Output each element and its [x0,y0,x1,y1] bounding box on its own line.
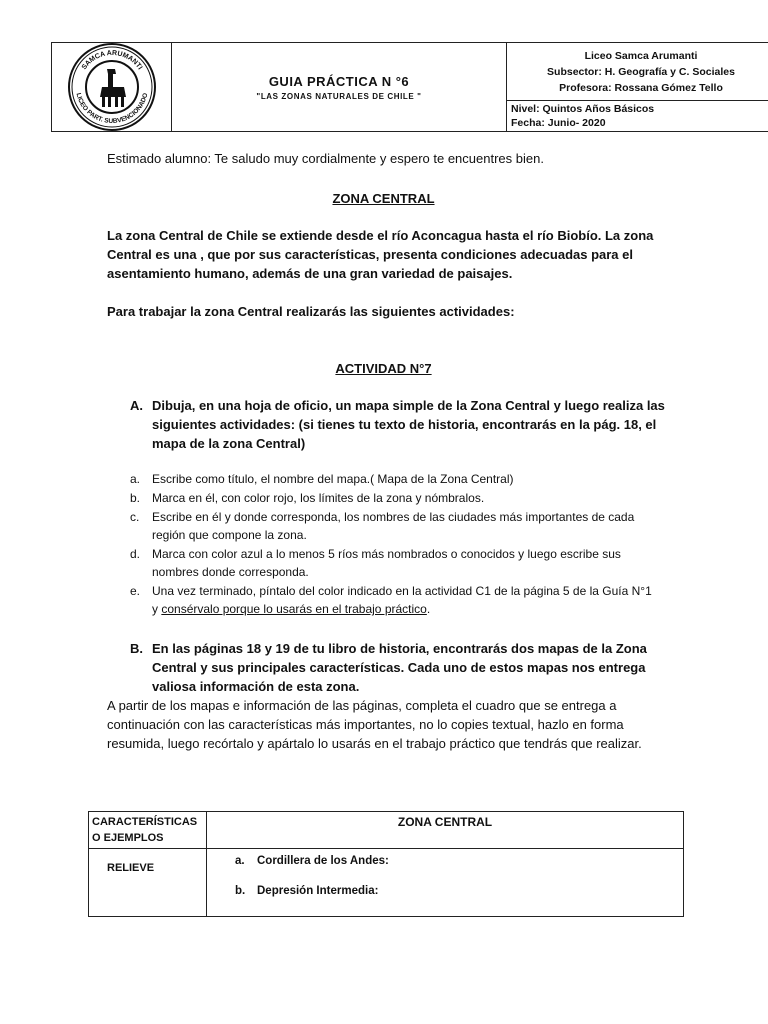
item-a [130,396,666,453]
table-header-characteristics: CARACTERÍSTICAS O EJEMPLOS [89,812,207,849]
list-item: e. Una vez terminado, píntalo del color indicado en la actividad C1 de la página 5 de la Guía N°1 y consérvalo porque lo usarás en el trabajo práctico. [130,584,652,616]
school-info [507,43,768,101]
date: Fecha: Junio- 2020 [511,117,606,129]
list-item: d. Marca con color azul a lo menos 5 ríos más nombrados o conocidos y luego escribe sus nombres donde corresponda. [130,547,621,579]
intro-paragraph: La zona Central de Chile se extiende desde el río Aconcagua hasta el río Biobío. La zona Central es una , que por sus características, presenta condiciones adecuadas para el asentamiento humano, además de una gran variedad de paisajes. [107,228,654,281]
info-cell [507,43,768,131]
characteristics-table [88,811,684,917]
level: Nivel: Quintos Años Básicos [511,103,655,115]
list-item: b. Marca en él, con color rojo, los límites de la zona y nómbralos. [130,491,485,505]
level-date-info [507,101,768,131]
table-row-content [207,849,683,916]
item-a-text: Dibuja, en una hoja de oficio, un mapa simple de la Zona Central y luego realiza las siguientes actividades: (si tienes tu texto de historia, encontrarás en la pág. 18, el mapa de la zona Central) [152,398,665,451]
guide-subtitle: "LAS ZONAS NATURALES DE CHILE " [256,91,422,101]
school-logo-cell [52,43,172,131]
teacher: Profesora: Rossana Gómez Tello [559,81,723,94]
school-name: Liceo Samca Arumanti [584,49,698,62]
item-a-marker: A. [130,398,143,413]
list-item: c. Escribe en él y donde corresponda, los nombres de las ciudades más importantes de cada región que compone la zona. [130,510,635,542]
guide-title-cell [172,43,507,131]
section-title: ZONA CENTRAL [332,191,435,206]
document-header [51,42,768,132]
seal-bottom-text: LICEO PART. SUBVENCIONADO [74,92,149,126]
activity-title: ACTIVIDAD N°7 [335,361,432,376]
instruction: Para trabajar la zona Central realizarás las siguientes actividades: [107,304,515,319]
table-row-item: a. Cordillera de los Andes: [235,855,389,867]
paragraph-after: A partir de los mapas e información de las páginas, completa el cuadro que se entrega a continuación con las características más importantes, no lo copies textual, hazlo en forma resumida, luego recórtalo y apártalo lo usarás en el trabajo práctico que tendrás que realizar. [107,698,642,751]
sub-item-e-underlined: consérvalo porque lo usarás en el trabajo práctico [161,602,427,616]
item-b-marker: B. [130,641,143,656]
table-row-label: RELIEVE [89,849,207,916]
list-item: a. Escribe como título, el nombre del mapa.( Mapa de la Zona Central) [130,472,514,486]
greeting: Estimado alumno: Te saludo muy cordialmente y espero te encuentres bien. [107,151,544,166]
school-seal-icon [66,41,158,133]
item-b [130,639,670,696]
subject: Subsector: H. Geografía y C. Sociales [547,65,735,78]
table-row-item: b. Depresión Intermedia: [235,885,379,897]
guide-title: GUIA PRÁCTICA N °6 [268,73,410,89]
seal-top-text: SAMCA ARUMANTI [80,49,143,72]
table-header-zone: ZONA CENTRAL [207,812,683,849]
item-b-text: En las páginas 18 y 19 de tu libro de historia, encontrarás dos mapas de la Zona Central y sus principales características. Cada uno de estos mapas nos entrega valiosa información de esta zona. [152,641,647,694]
sub-items-list [130,470,660,619]
sub-item-e-text: Una vez terminado, píntalo del color indicado en la actividad C1 de la página 5 de la Guía N°1 y [152,584,652,616]
